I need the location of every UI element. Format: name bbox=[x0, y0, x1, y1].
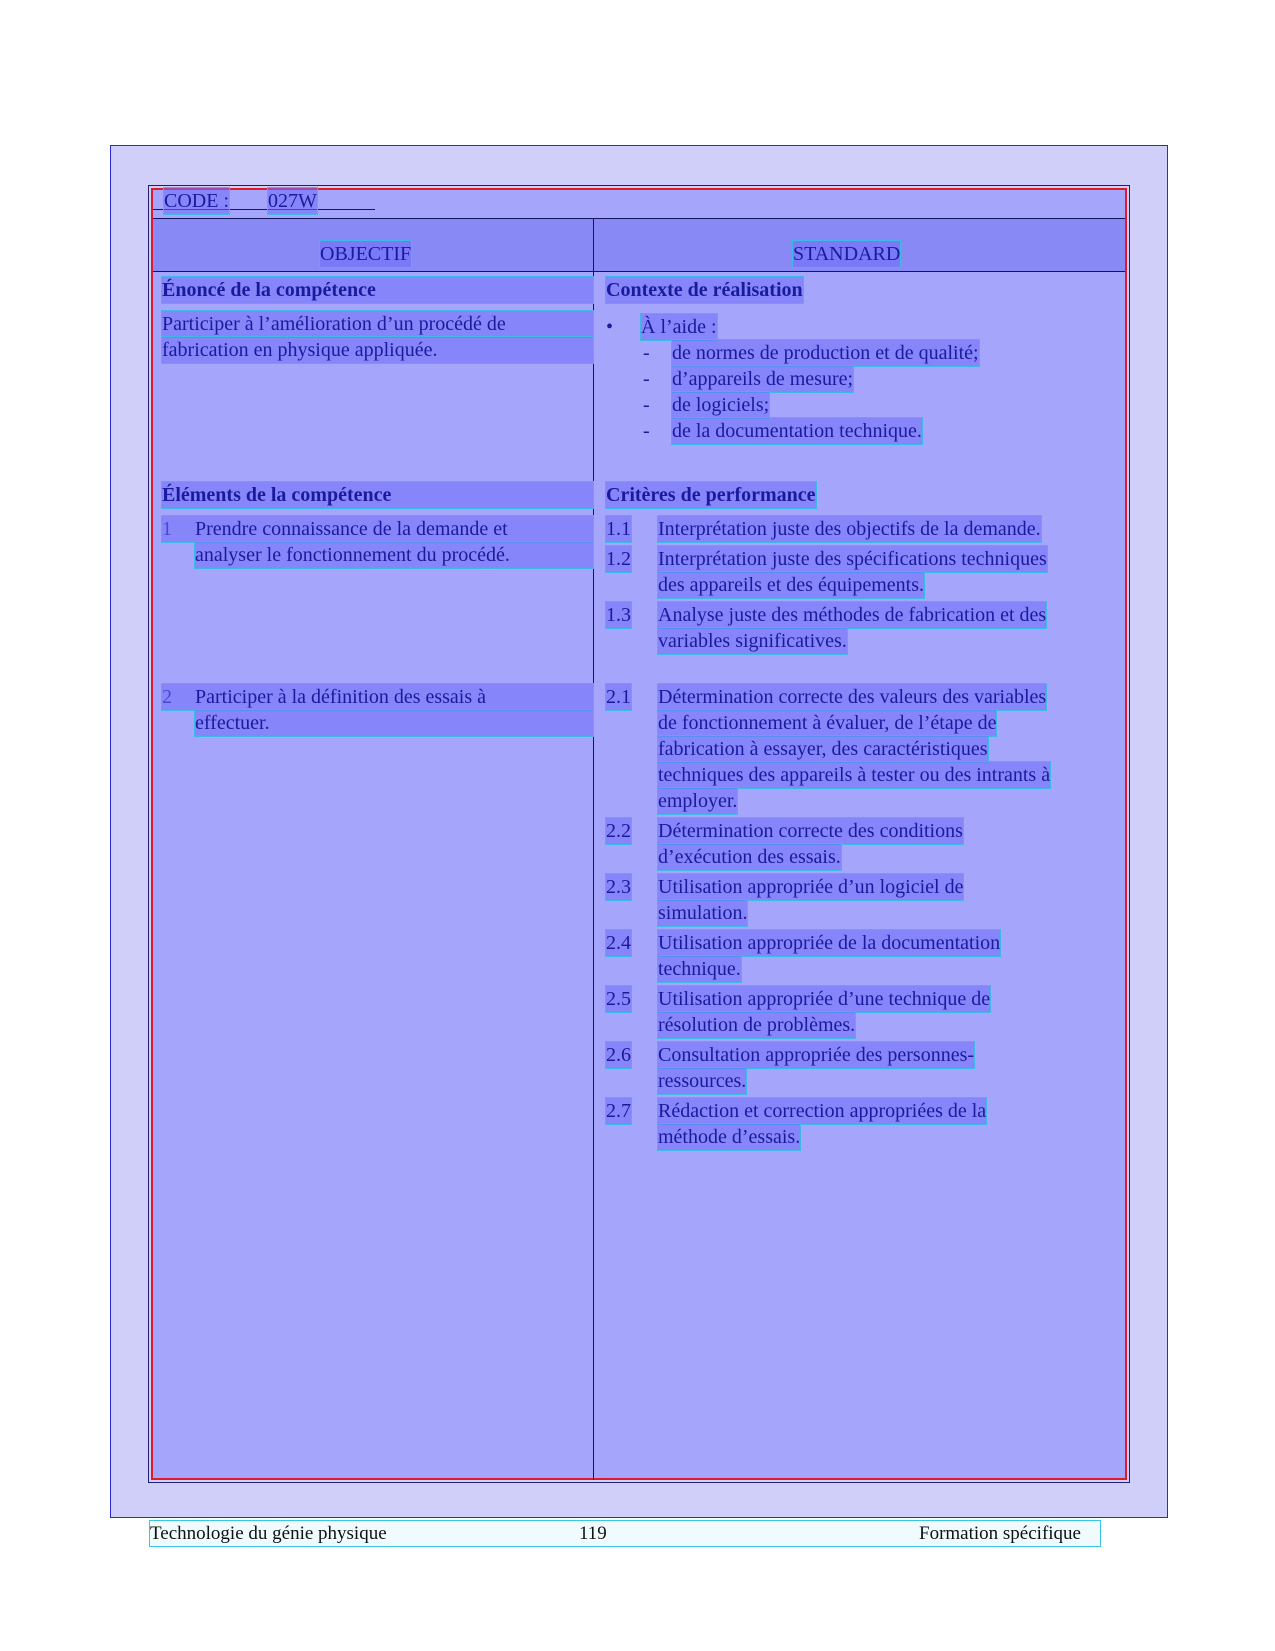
footer-page-number: 119 bbox=[579, 1523, 607, 1544]
critere-1-2-line-1: Interprétation juste des spécifications techniques bbox=[658, 548, 1047, 570]
critere-2-2-line-1: Détermination correcte des conditions bbox=[658, 820, 963, 842]
element-2-line-1 bbox=[162, 684, 593, 710]
critere-1-2-number: 1.2 bbox=[606, 548, 631, 570]
aide-dash-1: - bbox=[643, 342, 650, 364]
element-1-line-1 bbox=[162, 516, 593, 542]
aide-item-4: de la documentation technique. bbox=[672, 420, 922, 442]
aide-dash-3: - bbox=[643, 394, 650, 416]
critere-1-3-number: 1.3 bbox=[606, 604, 631, 626]
critere-2-5-number: 2.5 bbox=[606, 988, 631, 1010]
critere-2-1-line-2: de fonctionnement à évaluer, de l’étape de bbox=[658, 712, 997, 734]
critere-2-3-line-2: simulation. bbox=[658, 902, 748, 924]
element-1-line-2: analyser le fonctionnement du procédé. bbox=[195, 542, 593, 568]
critere-2-1-number: 2.1 bbox=[606, 686, 631, 708]
contexte-title: Contexte de réalisation bbox=[606, 279, 803, 301]
critere-2-6-line-1: Consultation appropriée des personnes- bbox=[658, 1044, 975, 1066]
critere-2-2-number: 2.2 bbox=[606, 820, 631, 842]
element-1-text-1: Prendre connaissance de la demande et bbox=[195, 518, 508, 540]
aide-dash-2: - bbox=[643, 368, 650, 390]
critere-2-3-number: 2.3 bbox=[606, 876, 631, 898]
bullet-icon: • bbox=[606, 316, 614, 338]
code-value: 027W bbox=[268, 190, 317, 212]
code-label: CODE : bbox=[164, 190, 229, 212]
critere-2-4-number: 2.4 bbox=[606, 932, 631, 954]
aide-item-3: de logiciels; bbox=[672, 394, 770, 416]
critere-2-6-line-2: ressources. bbox=[658, 1070, 747, 1092]
critere-2-2-line-2: d’exécution des essais. bbox=[658, 846, 841, 868]
critere-2-1-line-1: Détermination correcte des valeurs des variables bbox=[658, 686, 1047, 708]
critere-2-7-line-1: Rédaction et correction appropriées de la bbox=[658, 1100, 987, 1122]
critere-2-4-line-1: Utilisation appropriée de la documentation bbox=[658, 932, 1001, 954]
header-bottom-rule bbox=[153, 271, 1125, 272]
aide-item-1: de normes de production et de qualité; bbox=[672, 342, 979, 364]
element-2-text-1: Participer à la définition des essais à bbox=[195, 686, 487, 708]
footer-program: Technologie du génie physique bbox=[150, 1523, 387, 1544]
critere-2-7-line-2: méthode d’essais. bbox=[658, 1126, 801, 1148]
aide-item-2: d’appareils de mesure; bbox=[672, 368, 854, 390]
critere-2-5-line-2: résolution de problèmes. bbox=[658, 1014, 856, 1036]
enonce-title: Énoncé de la compétence bbox=[162, 277, 593, 303]
critere-1-3-line-1: Analyse juste des méthodes de fabrication et des bbox=[658, 604, 1047, 626]
header-top-rule bbox=[153, 218, 1125, 219]
enonce-line-1: Participer à l’amélioration d’un procédé de bbox=[162, 311, 593, 337]
critere-1-1-number: 1.1 bbox=[606, 518, 631, 540]
critere-1-3-line-2: variables significatives. bbox=[658, 630, 847, 652]
critere-2-5-line-1: Utilisation appropriée d’une technique de bbox=[658, 988, 991, 1010]
column-divider bbox=[593, 219, 594, 1480]
table-body bbox=[151, 188, 1127, 1480]
aide-dash-4: - bbox=[643, 420, 650, 442]
enonce-line-2: fabrication en physique appliquée. bbox=[162, 337, 593, 363]
element-2-line-2: effectuer. bbox=[195, 710, 593, 736]
critere-1-2-line-2: des appareils et des équipements. bbox=[658, 574, 925, 596]
elements-title: Éléments de la compétence bbox=[162, 482, 593, 508]
criteres-title: Critères de performance bbox=[606, 484, 816, 506]
footer-section: Formation spécifique bbox=[919, 1523, 1081, 1544]
critere-2-3-line-1: Utilisation appropriée d’un logiciel de bbox=[658, 876, 964, 898]
critere-2-6-number: 2.6 bbox=[606, 1044, 631, 1066]
column-header-standard: STANDARD bbox=[793, 243, 901, 265]
critere-2-4-line-2: technique. bbox=[658, 958, 741, 980]
critere-1-1-line-1: Interprétation juste des objectifs de la demande. bbox=[658, 518, 1041, 540]
critere-2-1-line-5: employer. bbox=[658, 790, 738, 812]
aide-label: À l’aide : bbox=[641, 316, 717, 338]
critere-2-1-line-3: fabrication à essayer, des caractéristiques bbox=[658, 738, 988, 760]
critere-2-7-number: 2.7 bbox=[606, 1100, 631, 1122]
critere-2-1-line-4: techniques des appareils à tester ou des intrants à bbox=[658, 764, 1051, 786]
column-header-objectif: OBJECTIF bbox=[320, 243, 412, 265]
column-header-band bbox=[153, 219, 1125, 272]
